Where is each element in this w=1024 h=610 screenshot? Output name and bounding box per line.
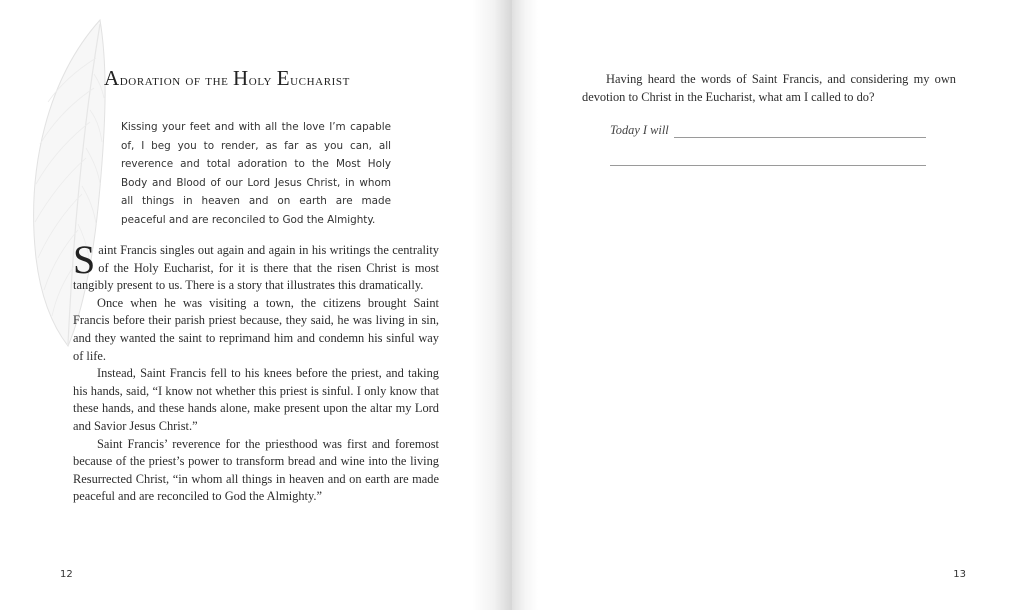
title-initial: A bbox=[104, 66, 120, 90]
drop-cap: S bbox=[73, 237, 96, 282]
paragraph: Once when he was visiting a town, the citizens brought Saint Francis before their parish priest because, they said, he was living in sin, and they wanted the saint to reprimand him and condemn his sinful way of life. bbox=[73, 295, 439, 363]
right-page bbox=[512, 0, 1024, 610]
paragraph bbox=[73, 237, 439, 295]
reflection-prompt: Having heard the words of Saint Francis, and considering my own devotion to Christ in the Eucharist, what am I called to do? bbox=[582, 72, 956, 104]
title-initial: H bbox=[233, 66, 249, 90]
chapter-title bbox=[104, 66, 350, 91]
paragraph: Saint Francis’ reverence for the priesthood was first and foremost because of the priest’s power to transform bread and wine into the living Resurrected Christ, “in whom all things in heaven and on earth are made peaceful and are reconciled to God the Almighty.” bbox=[73, 436, 439, 504]
writing-line[interactable] bbox=[610, 165, 926, 166]
title-part: doration of the bbox=[119, 72, 234, 89]
gutter-shadow bbox=[512, 0, 538, 610]
title-part: ucharist bbox=[290, 72, 350, 89]
title-initial: E bbox=[276, 66, 291, 90]
body-text bbox=[73, 237, 439, 506]
writing-line[interactable] bbox=[674, 137, 926, 138]
paragraph: Instead, Saint Francis fell to his knees before the priest, and taking his hands, said, “I know not whether this priest is sinful. I only know that these hands, and these hands alone, make present upon the altar my Lord and Savior Jesus Christ.” bbox=[73, 366, 439, 433]
page-number: 13 bbox=[953, 569, 966, 580]
gutter-shadow bbox=[472, 0, 512, 610]
epigraph-quote: Kissing your feet and with all the love I’m capable of, I beg you to render, as far as you can, all reverence and total adoration to the Most Holy Body and Blood of our Lord Jesus Christ, in whom all things in heaven and on earth are made peaceful and are reconciled to God the Almighty. bbox=[121, 121, 391, 226]
title-part: oly bbox=[248, 72, 277, 89]
paragraph-text: aint Francis singles out again and again in his writings the centrality of the Holy Eucharist, for it is there that the risen Christ is most tangibly present to us. There is a story that illustrates this dramatically. bbox=[73, 243, 439, 293]
page-number: 12 bbox=[60, 569, 73, 580]
writing-label: Today I will bbox=[610, 123, 669, 137]
writing-line-row bbox=[610, 123, 928, 141]
